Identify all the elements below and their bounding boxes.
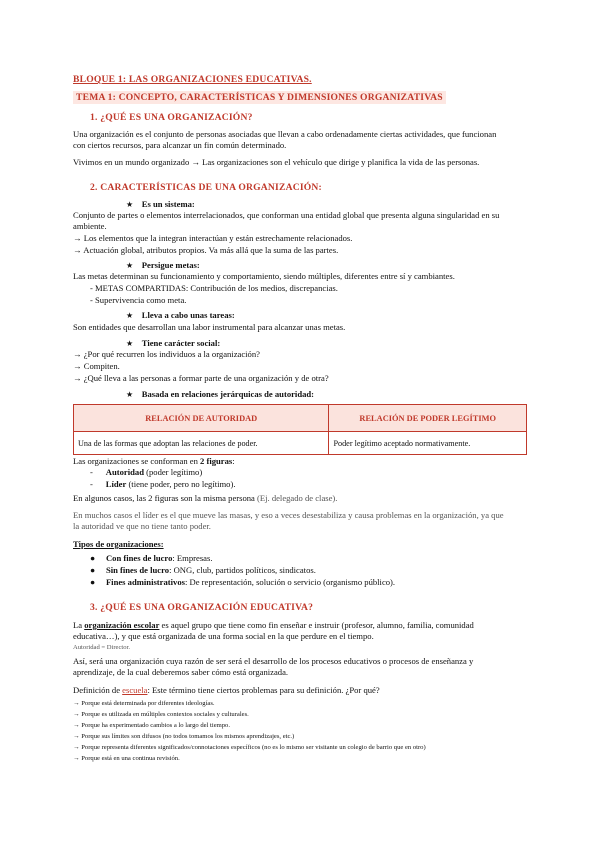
figuras-line: Las organizaciones se conforman en 2 figuras:: [73, 456, 235, 466]
sistema-line-1: Conjunto de partes o elementos interrelacionados, que conforman una entidad global que presenta alguna singularidad en su: [73, 210, 500, 220]
tipo-administrativos: ● Fines administrativos: De representación, solución o servicio (organismo público).: [90, 577, 396, 587]
section1-heading: 1. ¿QUÉ ES UNA ORGANIZACIÓN?: [90, 112, 253, 123]
tareas-line-1: Son entidades que desarrollan una labor instrumental para alcanzar unas metas.: [73, 322, 346, 332]
metas-line-1: Las metas determinan su funcionamiento y comportamiento, siendo múltiples, diferentes entre sí y cambiantes.: [73, 271, 455, 281]
section1-p1b: con ciertos recursos, para alcanzar un fin común determinado.: [73, 140, 287, 150]
table-header-authority: RELACIÓN DE AUTORIDAD: [74, 405, 329, 432]
table-header-power: RELACIÓN DE PODER LEGÍTIMO: [329, 405, 527, 432]
star-bullet-icon: ★: [126, 261, 134, 270]
section1-p2: Vivimos en un mundo organizado → Las organizaciones son el vehículo que dirige y planifica la vida de las personas.: [73, 157, 480, 167]
star-bullet-icon: ★: [126, 390, 134, 399]
metas-bullet-1: - METAS COMPARTIDAS: Contribución de los medios, discrepancias.: [90, 283, 338, 293]
section3-p1: La organización escolar es aquel grupo que tiene como fin enseñar e instruir (profesor, alumno, familia, comunidad: [73, 620, 474, 630]
tipo-sin-lucro: ● Sin fines de lucro: ONG, club, partidos políticos, sindicatos.: [90, 565, 316, 575]
algunos-casos: En algunos casos, las 2 figuras son la misma persona (Ej. delegado de clase).: [73, 493, 338, 503]
list-item: → Porque está determinada por diferentes ideologías.: [73, 700, 215, 707]
lider-line-2: la autoridad ve que no tiene tanto poder.: [73, 521, 211, 531]
metas-title: ★ Persigue metas:: [126, 260, 200, 270]
lider-line-1: En muchos casos el líder es el que mueve las masas, y eso a veces desestabiliza y causa problemas en la organización, ya que: [73, 510, 504, 520]
tareas-title: ★ Lleva a cabo unas tareas:: [126, 310, 235, 320]
sistema-line-3: → Los elementos que la integran interactúan y están estrechamente relacionados.: [73, 233, 353, 243]
table-cell-authority: Una de las formas que adoptan las relaciones de poder.: [74, 432, 329, 455]
tema-title: TEMA 1: CONCEPTO, CARACTERÍSTICAS Y DIMENSIONES ORGANIZATIVAS: [73, 92, 446, 103]
block-title: BLOQUE 1: LAS ORGANIZACIONES EDUCATIVAS.: [73, 74, 312, 85]
table-header-row: [74, 405, 527, 432]
section1-p1: Una organización es el conjunto de personas asociadas que llevan a cabo ordenadamente ciertas actividades, que funcionan: [73, 129, 497, 139]
metas-bullet-2: - Supervivencia como meta.: [90, 295, 187, 305]
section3-heading: 3. ¿QUÉ ES UNA ORGANIZACIÓN EDUCATIVA?: [90, 602, 314, 613]
section3-p1-line2: educativa…), y que está organizada de una forma social en la que perdure en el tiempo.: [73, 631, 374, 641]
social-title: ★ Tiene carácter social:: [126, 338, 221, 348]
sistema-line-2: ambiente.: [73, 221, 107, 231]
list-item: → Porque ha experimentado cambios a lo largo del tiempo.: [73, 722, 230, 729]
list-item: → Porque está en una continua revisión.: [73, 755, 180, 762]
jerarquia-title: ★ Basada en relaciones jerárquicas de autoridad:: [126, 389, 315, 399]
table-row: [74, 432, 527, 455]
autoridad-note: Autoridad = Director.: [73, 644, 131, 651]
figura-autoridad: - Autoridad (poder legítimo): [90, 467, 203, 477]
list-item: → Porque sus límites son difusos (no todos tomamos los mismos aprendizajes, etc.): [73, 733, 295, 740]
section3-p2-line1: Así, será una organización cuya razón de ser será el desarrollo de los procesos educativos o procesos de enseñanza y: [73, 656, 474, 666]
social-line-2: → Compiten.: [73, 361, 120, 371]
table-cell-power: Poder legítimo aceptado normativamente.: [329, 432, 527, 455]
relations-table: [73, 404, 527, 455]
star-bullet-icon: ★: [126, 311, 134, 320]
tipo-lucro: ● Con fines de lucro: Empresas.: [90, 553, 213, 563]
sistema-line-4: → Actuación global, atributos propios. Va más allá que la suma de las partes.: [73, 245, 339, 255]
list-item: → Porque representa diferentes significados/connotaciones específicos (no es lo mismo ser visitante un colegio de barrio que en otro): [73, 744, 426, 751]
list-item: → Porque es utilizada en múltiples contextos sociales y culturales.: [73, 711, 249, 718]
escuela-definition: Definición de escuela: Este término tiene ciertos problemas para su definición. ¿Por qué?: [73, 685, 380, 695]
star-bullet-icon: ★: [126, 200, 134, 209]
section3-p2-line2: aprendizaje, de la cual deberemos saber cómo está organizada.: [73, 667, 289, 677]
tipos-title: Tipos de organizaciones:: [73, 539, 164, 549]
figura-lider: - Líder (tiene poder, pero no legítimo).: [90, 479, 236, 489]
social-line-3: → ¿Qué lleva a las personas a formar parte de una organización y de otra?: [73, 373, 329, 383]
social-line-1: → ¿Por qué recurren los individuos a la organización?: [73, 349, 260, 359]
star-bullet-icon: ★: [126, 339, 134, 348]
section2-heading: 2. CARACTERÍSTICAS DE UNA ORGANIZACIÓN:: [90, 182, 322, 193]
sistema-title: ★ Es un sistema:: [126, 199, 195, 209]
